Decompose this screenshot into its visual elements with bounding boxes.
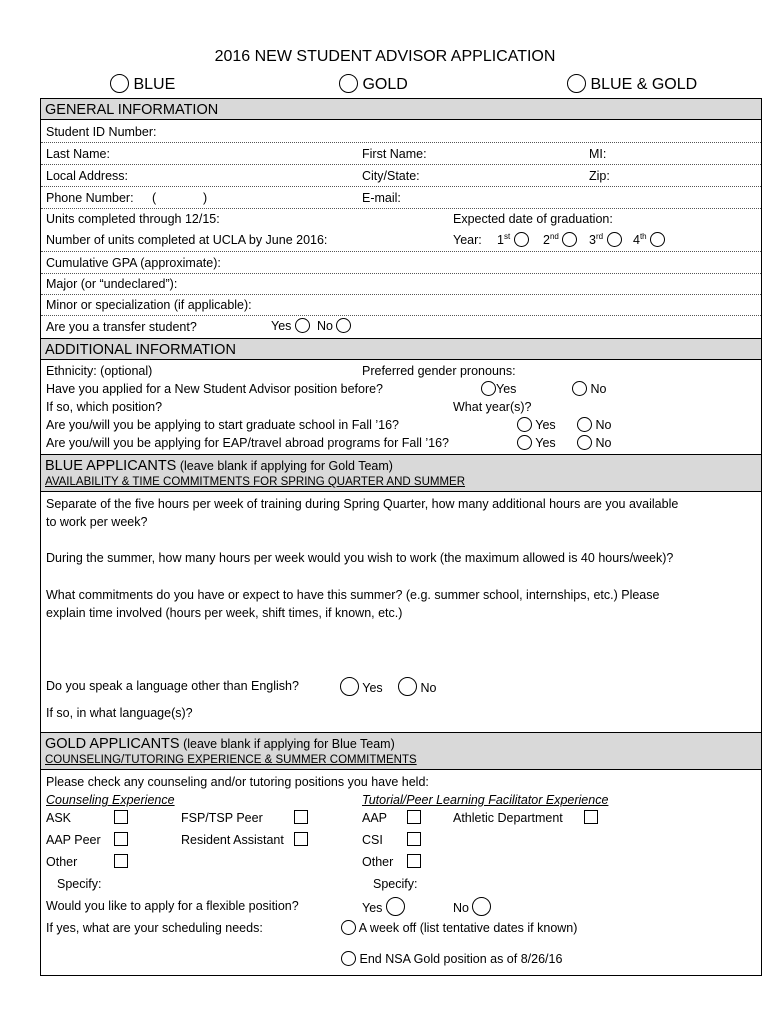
week-off-option[interactable] bbox=[341, 920, 577, 936]
year-1-option[interactable] bbox=[497, 232, 529, 248]
units-1215-label: Units completed through 12/15: bbox=[46, 212, 220, 226]
divider bbox=[41, 164, 761, 165]
additional-header: ADDITIONAL INFORMATION bbox=[45, 342, 236, 358]
year-3-label: 3 bbox=[589, 233, 596, 247]
team-blue-option[interactable] bbox=[110, 74, 175, 95]
eap-yes-option[interactable] bbox=[517, 435, 556, 451]
ask-label: ASK bbox=[46, 811, 72, 825]
team-blue-radio[interactable] bbox=[110, 74, 129, 93]
flexible-no-radio[interactable] bbox=[472, 897, 491, 916]
athletic-label: Athletic Department bbox=[453, 811, 563, 825]
divider bbox=[41, 273, 761, 274]
year-1-sup: st bbox=[503, 231, 511, 241]
student-id-label: Student ID Number: bbox=[46, 125, 157, 139]
minor-label: Minor or specialization (if applicable): bbox=[46, 298, 252, 312]
gold-header-line bbox=[45, 736, 395, 752]
end-nsa-label: End NSA Gold position as of 8/26/16 bbox=[359, 952, 563, 966]
city-state-label: City/State: bbox=[362, 169, 420, 183]
pronouns-label: Preferred gender pronouns: bbox=[362, 364, 516, 378]
phone-close-paren: ) bbox=[203, 191, 208, 205]
phone-label: Phone Number: bbox=[46, 191, 134, 205]
grad-yes-label: Yes bbox=[535, 418, 556, 432]
grad-yes-radio[interactable] bbox=[517, 417, 532, 432]
language-yes-radio[interactable] bbox=[340, 677, 359, 696]
fsp-label: FSP/TSP Peer bbox=[181, 811, 263, 825]
aap-peer-checkbox[interactable] bbox=[114, 832, 128, 846]
phone-open-paren: ( bbox=[152, 191, 157, 205]
specify-label: Specify: bbox=[57, 877, 102, 891]
year-4-radio[interactable] bbox=[650, 232, 665, 247]
last-name-label: Last Name: bbox=[46, 147, 110, 161]
divider bbox=[41, 315, 761, 316]
transfer-no-label: No bbox=[317, 319, 333, 333]
which-position-label: If so, which position? bbox=[46, 400, 163, 414]
email-label: E-mail: bbox=[362, 191, 401, 205]
year-4-option[interactable] bbox=[633, 232, 665, 248]
divider bbox=[41, 208, 761, 209]
year-2-label: 2 bbox=[543, 233, 550, 247]
grad-no-radio[interactable] bbox=[577, 417, 592, 432]
blue-q1-line1: Separate of the five hours per week of training during Spring Quarter, how many additional hours are you available bbox=[46, 497, 679, 511]
specify-tutorial-label: Specify: bbox=[373, 877, 418, 891]
additional-header-bar bbox=[41, 338, 761, 360]
divider bbox=[41, 142, 761, 143]
what-years-label: What year(s)? bbox=[453, 400, 532, 414]
divider bbox=[41, 251, 761, 252]
aap-label: AAP bbox=[362, 811, 388, 825]
gold-header-bar bbox=[41, 732, 761, 770]
flexible-yes-radio[interactable] bbox=[386, 897, 405, 916]
blue-q2: During the summer, how many hours per week would you wish to work (the maximum allowed is 40 hours/week)? bbox=[46, 551, 674, 565]
grad-yes-option[interactable] bbox=[517, 417, 556, 433]
end-nsa-option[interactable] bbox=[341, 951, 562, 967]
grad-no-label: No bbox=[595, 418, 612, 432]
applied-no-label: No bbox=[590, 382, 607, 396]
transfer-yes-radio[interactable] bbox=[295, 318, 310, 333]
blue-q3-line2: explain time involved (hours per week, shift times, if known, etc.) bbox=[46, 606, 403, 620]
transfer-label: Are you a transfer student? bbox=[46, 320, 197, 334]
applied-before-label: Have you applied for a New Student Advisor position before? bbox=[46, 382, 384, 396]
gold-instructions: Please check any counseling and/or tutoring positions you have held: bbox=[46, 775, 429, 789]
counseling-title: Counseling Experience bbox=[46, 793, 175, 807]
resident-label: Resident Assistant bbox=[181, 833, 284, 847]
eap-no-label: No bbox=[595, 436, 612, 450]
expected-grad-label: Expected date of graduation: bbox=[453, 212, 613, 226]
athletic-checkbox[interactable] bbox=[584, 810, 598, 824]
eap-yes-label: Yes bbox=[535, 436, 556, 450]
grad-school-label: Are you/will you be applying to start graduate school in Fall ’16? bbox=[46, 418, 399, 432]
language-yes-label: Yes bbox=[362, 681, 383, 695]
divider bbox=[41, 186, 761, 187]
year-4-sup: th bbox=[639, 231, 647, 241]
flexible-yes-option[interactable] bbox=[362, 897, 405, 916]
mi-label: MI: bbox=[589, 147, 607, 161]
transfer-no-radio[interactable] bbox=[336, 318, 351, 333]
aap-checkbox[interactable] bbox=[407, 810, 421, 824]
team-gold-label: GOLD bbox=[362, 76, 408, 93]
team-gold-option[interactable] bbox=[339, 74, 408, 95]
transfer-yes-option[interactable] bbox=[271, 318, 310, 334]
tutorial-title: Tutorial/Peer Learning Facilitator Experience bbox=[362, 793, 609, 807]
language-no-label: No bbox=[420, 681, 437, 695]
blue-header-line bbox=[45, 458, 393, 474]
eap-yes-radio[interactable] bbox=[517, 435, 532, 450]
team-gold-radio[interactable] bbox=[339, 74, 358, 93]
team-blue-label: BLUE bbox=[133, 76, 176, 93]
language-label: Do you speak a language other than English? bbox=[46, 679, 299, 693]
first-name-label: First Name: bbox=[362, 147, 427, 161]
language-yes-option[interactable] bbox=[340, 677, 383, 696]
major-label: Major (or “undeclared”): bbox=[46, 277, 178, 291]
blue-q3-line1: What commitments do you have or expect to have this summer? (e.g. summer school, internships, etc.) Please bbox=[46, 588, 660, 602]
applied-no-radio[interactable] bbox=[572, 381, 587, 396]
applied-no-option[interactable] bbox=[572, 381, 606, 397]
fsp-checkbox[interactable] bbox=[294, 810, 308, 824]
year-3-radio[interactable] bbox=[607, 232, 622, 247]
year-1-radio[interactable] bbox=[514, 232, 529, 247]
year-2-option[interactable] bbox=[543, 232, 577, 248]
blue-q1-line2: to work per week? bbox=[46, 515, 148, 529]
team-blue-gold-option[interactable] bbox=[567, 74, 697, 95]
week-off-radio[interactable] bbox=[341, 920, 356, 935]
divider bbox=[41, 294, 761, 295]
end-nsa-radio[interactable] bbox=[341, 951, 356, 966]
gpa-label: Cumulative GPA (approximate): bbox=[46, 256, 221, 270]
grad-no-option[interactable] bbox=[577, 417, 611, 433]
general-header-bar bbox=[41, 98, 761, 120]
applied-yes-label: Yes bbox=[496, 382, 517, 396]
applied-yes-option[interactable] bbox=[481, 381, 516, 397]
team-blue-gold-radio[interactable] bbox=[567, 74, 586, 93]
local-address-label: Local Address: bbox=[46, 169, 128, 183]
blue-header-note: (leave blank if applying for Gold Team) bbox=[179, 459, 393, 473]
gold-subheader: COUNSELING/TUTORING EXPERIENCE & SUMMER COMMITMENTS bbox=[45, 754, 417, 766]
csi-label: CSI bbox=[362, 833, 383, 847]
year-4-label: 4 bbox=[633, 233, 640, 247]
flexible-yes-label: Yes bbox=[362, 901, 383, 915]
transfer-yes-label: Yes bbox=[271, 319, 292, 333]
form-frame bbox=[40, 98, 762, 976]
ethnicity-label: Ethnicity: (optional) bbox=[46, 364, 153, 378]
zip-label: Zip: bbox=[589, 169, 610, 183]
gold-header: GOLD APPLICANTS bbox=[45, 736, 180, 752]
team-blue-gold-label: BLUE & GOLD bbox=[590, 76, 698, 93]
language-no-option[interactable] bbox=[398, 677, 436, 696]
eap-no-radio[interactable] bbox=[577, 435, 592, 450]
aap-peer-label: AAP Peer bbox=[46, 833, 101, 847]
year-3-sup: rd bbox=[595, 231, 604, 241]
resident-checkbox[interactable] bbox=[294, 832, 308, 846]
page-title: 2016 NEW STUDENT ADVISOR APPLICATION bbox=[214, 48, 556, 65]
which-language-label: If so, in what language(s)? bbox=[46, 706, 193, 720]
other-label: Other bbox=[46, 855, 78, 869]
year-2-sup: nd bbox=[549, 231, 559, 241]
week-off-label: A week off (list tentative dates if known) bbox=[358, 921, 578, 935]
units-june-label: Number of units completed at UCLA by June 2016: bbox=[46, 233, 328, 247]
blue-subheader: AVAILABILITY & TIME COMMITMENTS FOR SPRING QUARTER AND SUMMER bbox=[45, 476, 466, 488]
year-1-label: 1 bbox=[497, 233, 504, 247]
other-checkbox[interactable] bbox=[114, 854, 128, 868]
other-tutorial-label: Other bbox=[362, 855, 394, 869]
eap-label: Are you/will you be applying for EAP/travel abroad programs for Fall ’16? bbox=[46, 436, 449, 450]
flexible-label: Would you like to apply for a flexible position? bbox=[46, 899, 299, 913]
flexible-no-label: No bbox=[453, 901, 469, 915]
blue-header: BLUE APPLICANTS bbox=[45, 458, 177, 474]
ask-checkbox[interactable] bbox=[114, 810, 128, 824]
flexible-no-option[interactable] bbox=[453, 897, 491, 916]
csi-checkbox[interactable] bbox=[407, 832, 421, 846]
general-header: GENERAL INFORMATION bbox=[45, 102, 219, 118]
gold-header-note: (leave blank if applying for Blue Team) bbox=[183, 737, 395, 751]
blue-header-bar bbox=[41, 454, 761, 492]
eap-no-option[interactable] bbox=[577, 435, 611, 451]
other-tutorial-checkbox[interactable] bbox=[407, 854, 421, 868]
year-label: Year: bbox=[453, 233, 482, 247]
transfer-no-option[interactable] bbox=[317, 318, 351, 334]
language-no-radio[interactable] bbox=[398, 677, 417, 696]
year-2-radio[interactable] bbox=[562, 232, 577, 247]
applied-yes-radio[interactable] bbox=[481, 381, 496, 396]
year-3-option[interactable] bbox=[589, 232, 622, 248]
scheduling-label: If yes, what are your scheduling needs: bbox=[46, 921, 263, 935]
